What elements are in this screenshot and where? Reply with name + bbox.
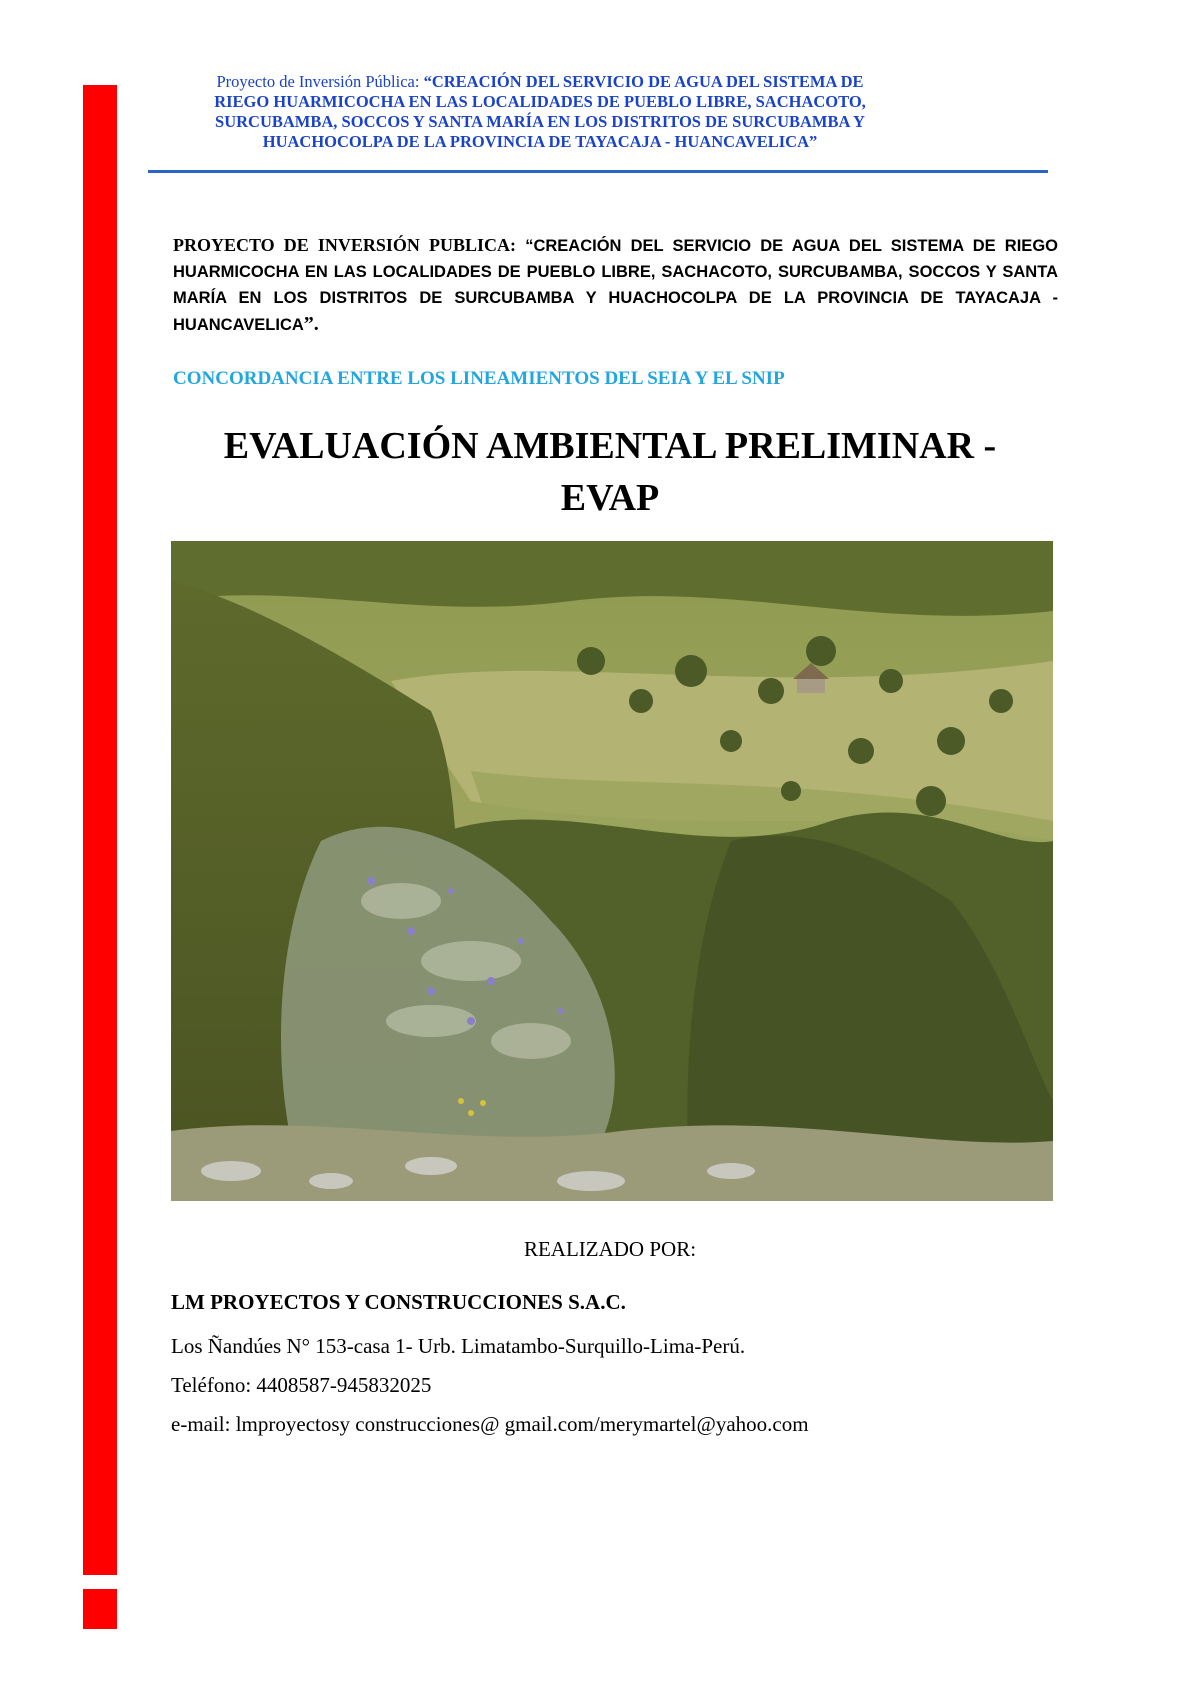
header-line-2	[140, 92, 940, 112]
intro-lead: PROYECTO DE INVERSIÓN PUBLICA:	[173, 235, 517, 255]
left-red-block	[83, 1589, 117, 1629]
landscape-photo	[171, 541, 1053, 1201]
header-line-4-text: HUACHOCOLPA DE LA PROVINCIA DE TAYACAJA - HUANCAVELICA”	[262, 132, 818, 151]
header-line-2-text: RIEGO HUARMICOCHA EN LAS LOCALIDADES DE PUEBLO LIBRE, SACHACOTO,	[214, 92, 866, 111]
header-line-1	[140, 72, 940, 92]
header-line-3	[140, 112, 940, 132]
header-divider	[148, 170, 1048, 173]
header-prefix: Proyecto de Inversión Pública:	[216, 72, 424, 91]
company-email: e-mail: lmproyectosy construcciones@ gmail.com/merymartel@yahoo.com	[171, 1412, 809, 1436]
header-line-1-text: “CREACIÓN DEL SERVICIO DE AGUA DEL SISTEMA DE	[423, 72, 864, 91]
header-line-4	[140, 132, 940, 152]
title-line-1: EVALUACIÓN AMBIENTAL PRELIMINAR -	[223, 425, 997, 467]
title-line-2: EVAP	[560, 477, 660, 519]
company-name: LM PROYECTOS Y CONSTRUCCIONES S.A.C.	[171, 1290, 626, 1314]
page-header	[140, 72, 940, 152]
landscape-illustration	[171, 541, 1053, 1201]
company-address: Los Ñandúes N° 153-casa 1- Urb. Limatambo-Surquillo-Lima-Perú.	[171, 1334, 746, 1358]
header-line-3-text: SURCUBAMBA, SOCCOS Y SANTA MARÍA EN LOS DISTRITOS DE SURCUBAMBA Y	[215, 112, 865, 131]
project-intro	[173, 232, 1058, 338]
subtitle: CONCORDANCIA ENTRE LOS LINEAMIENTOS DEL SEIA Y EL SNIP	[173, 368, 785, 389]
company-phone: Teléfono: 4408587-945832025	[171, 1373, 432, 1397]
left-red-bar	[83, 85, 117, 1575]
made-by-label: REALIZADO POR:	[523, 1237, 697, 1261]
intro-close: ”.	[303, 313, 319, 335]
page-title	[160, 420, 1060, 524]
intro-body: “CREACIÓN DEL SERVICIO DE AGUA DEL SISTEMA DE RIEGO HUARMICOCHA EN LAS LOCALIDADES DE PUEBLO LIBRE, SACHACOTO, SURCUBAMBA, SOCCOS Y SANTA MARÍA EN LOS DISTRITOS DE SURCUBAMBA Y HUACHOCOLPA DE LA PROVINCIA DE TAYACAJA - HUANCAVELICA	[173, 237, 1058, 334]
